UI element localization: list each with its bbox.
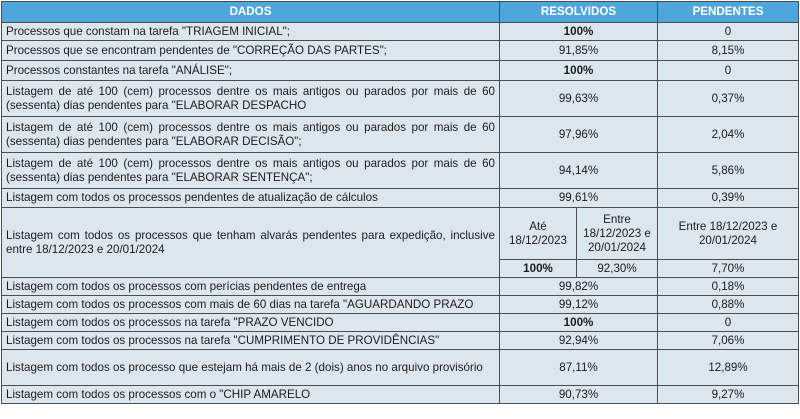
row-dados: Listagem com todos os processos com perícias pendentes de entrega	[2, 278, 500, 296]
alvaras-entre-label: Entre 18/12/2023 e 20/01/2024	[577, 208, 658, 260]
row-dados: Listagem com todos os processos que tenham alvarás pendentes para expedição, inclusive entre 18/12/2023 e 20/01/2024	[2, 208, 500, 278]
row-dados: Listagem de até 100 (cem) processos dentre os mais antigos ou parados por mais de 60 (sessenta) dias pendentes para "ELABORAR DESPACHO	[2, 81, 500, 117]
table-row	[2, 41, 799, 61]
row-pendentes: 9,27%	[658, 386, 799, 404]
report-table	[1, 1, 799, 404]
table-row	[2, 386, 799, 404]
table-row	[2, 189, 799, 208]
row-resolvidos: 99,12%	[500, 296, 658, 314]
row-resolvidos: 94,14%	[500, 153, 658, 189]
row-resolvidos: 92,94%	[500, 332, 658, 350]
row-resolvidos: 97,96%	[500, 117, 658, 153]
header-dados: DADOS	[2, 2, 500, 23]
row-dados: Listagem de até 100 (cem) processos dentre os mais antigos ou parados por mais de 60 (sessenta) dias pendentes para "ELABORAR SENTENÇA";	[2, 153, 500, 189]
header-resolvidos: RESOLVIDOS	[500, 2, 658, 23]
header-pendentes: PENDENTES	[658, 2, 799, 23]
row-pendentes: 0	[658, 61, 799, 81]
row-pendentes: 7,06%	[658, 332, 799, 350]
row-resolvidos: 99,61%	[500, 189, 658, 208]
alvaras-pendentes-value: 7,70%	[658, 260, 799, 278]
alvaras-ate-label: Até 18/12/2023	[500, 208, 577, 260]
row-resolvidos: 90,73%	[500, 386, 658, 404]
row-pendentes: 8,15%	[658, 41, 799, 61]
row-dados: Listagem com todos os processo que estejam há mais de 2 (dois) anos no arquivo provisório	[2, 350, 500, 386]
row-dados: Listagem com todos os processos na tarefa "PRAZO VENCIDO	[2, 314, 500, 332]
alvaras-entre-value: 92,30%	[577, 260, 658, 278]
row-dados: Listagem com todos os processos na tarefa "CUMPRIMENTO DE PROVIDÊNCIAS"	[2, 332, 500, 350]
row-pendentes: 5,86%	[658, 153, 799, 189]
table-row	[2, 278, 799, 296]
row-resolvidos: 100%	[500, 61, 658, 81]
header-row	[2, 2, 799, 23]
row-dados: Processos constantes na tarefa "ANÁLISE";	[2, 61, 500, 81]
row-pendentes: 0	[658, 314, 799, 332]
row-dados: Listagem com todos os processos com mais de 60 dias na tarefa "AGUARDANDO PRAZO	[2, 296, 500, 314]
row-resolvidos: 99,63%	[500, 81, 658, 117]
table-row	[2, 332, 799, 350]
row-resolvidos: 99,82%	[500, 278, 658, 296]
table-row	[2, 350, 799, 386]
alvaras-pendentes-label: Entre 18/12/2023 e 20/01/2024	[658, 208, 799, 260]
row-dados: Listagem com todos os processos com o "CHIP AMARELO	[2, 386, 500, 404]
row-pendentes: 0,18%	[658, 278, 799, 296]
row-pendentes: 12,89%	[658, 350, 799, 386]
row-dados: Listagem de até 100 (cem) processos dentre os mais antigos ou parados por mais de 60 (sessenta) dias pendentes para "ELABORAR DECISÃO";	[2, 117, 500, 153]
table-row	[2, 314, 799, 332]
table-row	[2, 117, 799, 153]
table-row	[2, 61, 799, 81]
row-pendentes: 2,04%	[658, 117, 799, 153]
table-row	[2, 23, 799, 41]
row-resolvidos: 100%	[500, 23, 658, 41]
row-pendentes: 0,37%	[658, 81, 799, 117]
table-row	[2, 296, 799, 314]
row-resolvidos: 87,11%	[500, 350, 658, 386]
table-row	[2, 153, 799, 189]
row-pendentes: 0,88%	[658, 296, 799, 314]
row-resolvidos: 91,85%	[500, 41, 658, 61]
table-row-alvaras	[2, 208, 799, 260]
row-dados: Listagem com todos os processos pendentes de atualização de cálculos	[2, 189, 500, 208]
row-resolvidos: 100%	[500, 314, 658, 332]
row-pendentes: 0,39%	[658, 189, 799, 208]
table-row	[2, 81, 799, 117]
row-dados: Processos que constam na tarefa "TRIAGEM INICIAL";	[2, 23, 500, 41]
alvaras-ate-value: 100%	[500, 260, 577, 278]
row-dados: Processos que se encontram pendentes de "CORREÇÃO DAS PARTES";	[2, 41, 500, 61]
row-pendentes: 0	[658, 23, 799, 41]
